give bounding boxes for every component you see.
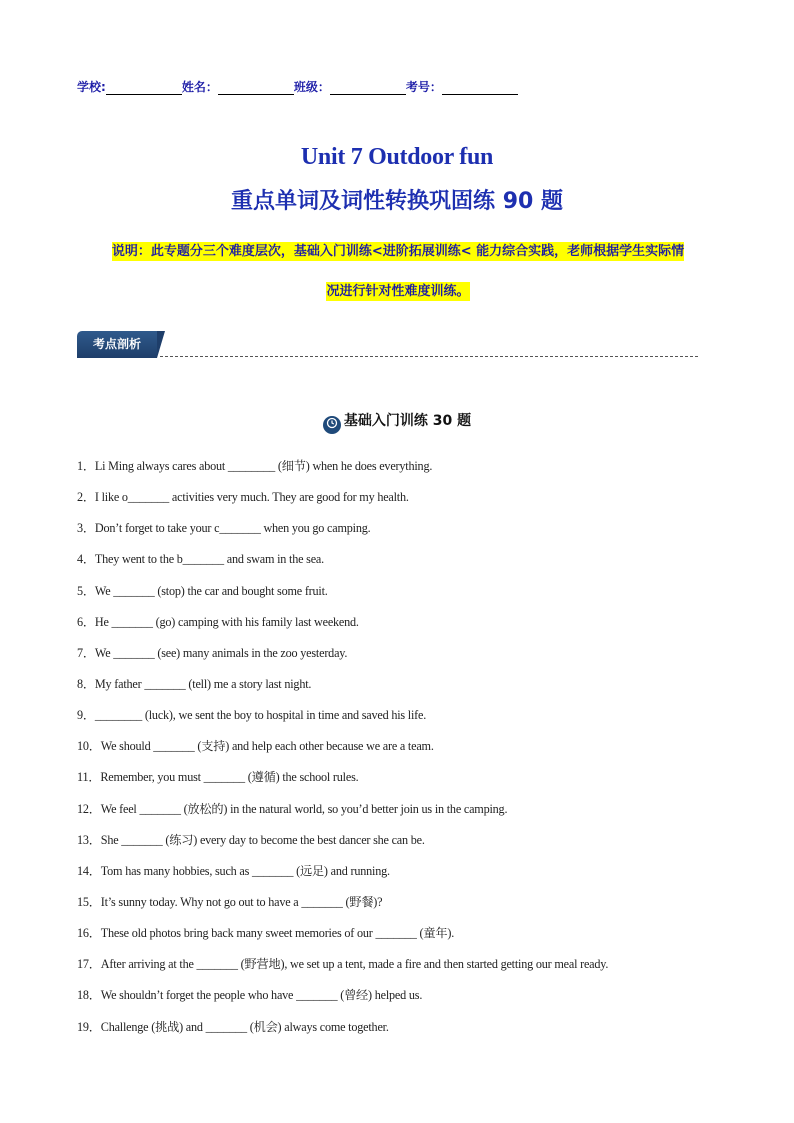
number-label: 考号： — [405, 80, 442, 94]
instruction-line-1: 说明：此专题分三个难度层次，基础入门训练<进阶拓展训练< 能力综合实践，老师根据学生实际情 — [111, 244, 685, 259]
name-blank[interactable] — [218, 82, 294, 95]
question-item: 11．Remember, you must _______ (遵循) the school rules. — [77, 770, 359, 785]
student-info-line — [77, 78, 518, 95]
class-blank[interactable] — [330, 82, 406, 95]
question-item: 2．I like o_______ activities very much. They are good for my health. — [77, 490, 409, 505]
question-item: 8．My father _______ (tell) me a story last night. — [77, 676, 312, 691]
question-item: 15．It’s sunny today. Why not go out to have a _______ (野餐)? — [77, 894, 383, 909]
question-item: 6．He _______ (go) camping with his family last weekend. — [77, 614, 359, 629]
name-label: 姓名： — [181, 80, 218, 94]
question-item: 7．We _______ (see) many animals in the zoo yesterday. — [77, 645, 348, 660]
question-list — [77, 456, 737, 1048]
part-heading — [0, 410, 794, 434]
part-heading-text: 基础入门训练 30 题 — [343, 413, 472, 429]
instruction-line-2: 况进行针对性难度训练。 — [326, 284, 470, 299]
question-item: 17．After arriving at the _______ (野营地), we set up a tent, made a fire and then started getting our meal ready. — [77, 957, 609, 972]
question-item: 10．We should _______ (支持) and help each other because we are a team. — [77, 739, 434, 754]
question-item: 1．Li Ming always cares about ________ (细节) when he does everything. — [77, 459, 433, 473]
section-tag: 考点剖析 — [77, 331, 157, 358]
question-item: 5．We _______ (stop) the car and bought some fruit. — [77, 583, 328, 598]
question-item: 16．These old photos bring back many sweet memories of our _______ (童年). — [77, 926, 455, 941]
page-title: Unit 7 Outdoor fun — [300, 144, 494, 170]
question-item: 4．They went to the b_______ and swam in the sea. — [77, 552, 324, 567]
question-item: 3．Don’t forget to take your c_______ when you go camping. — [77, 521, 371, 536]
question-item: 14．Tom has many hobbies, such as _______ (远足) and running. — [77, 863, 390, 878]
section-divider — [160, 356, 698, 357]
school-label: 学校: — [77, 80, 106, 94]
question-item: 13．She _______ (练习) every day to become the best dancer she can be. — [77, 832, 425, 847]
page-subtitle: 重点单词及词性转换巩固练 90 题 — [231, 189, 563, 214]
class-label: 班级： — [293, 80, 330, 94]
school-blank[interactable] — [106, 82, 182, 95]
instruction-note — [77, 232, 719, 312]
question-item: 12．We feel _______ (放松的) in the natural world, so you’d better join us in the camping. — [77, 801, 508, 816]
number-blank[interactable] — [442, 82, 518, 95]
question-item: 9．________ (luck), we sent the boy to hospital in time and saved his life. — [77, 708, 427, 723]
clock-icon — [323, 416, 341, 434]
question-item: 18．We shouldn’t forget the people who have _______ (曾经) helped us. — [77, 988, 423, 1003]
question-item: 19．Challenge (挑战) and _______ (机会) always come together. — [77, 1019, 389, 1034]
